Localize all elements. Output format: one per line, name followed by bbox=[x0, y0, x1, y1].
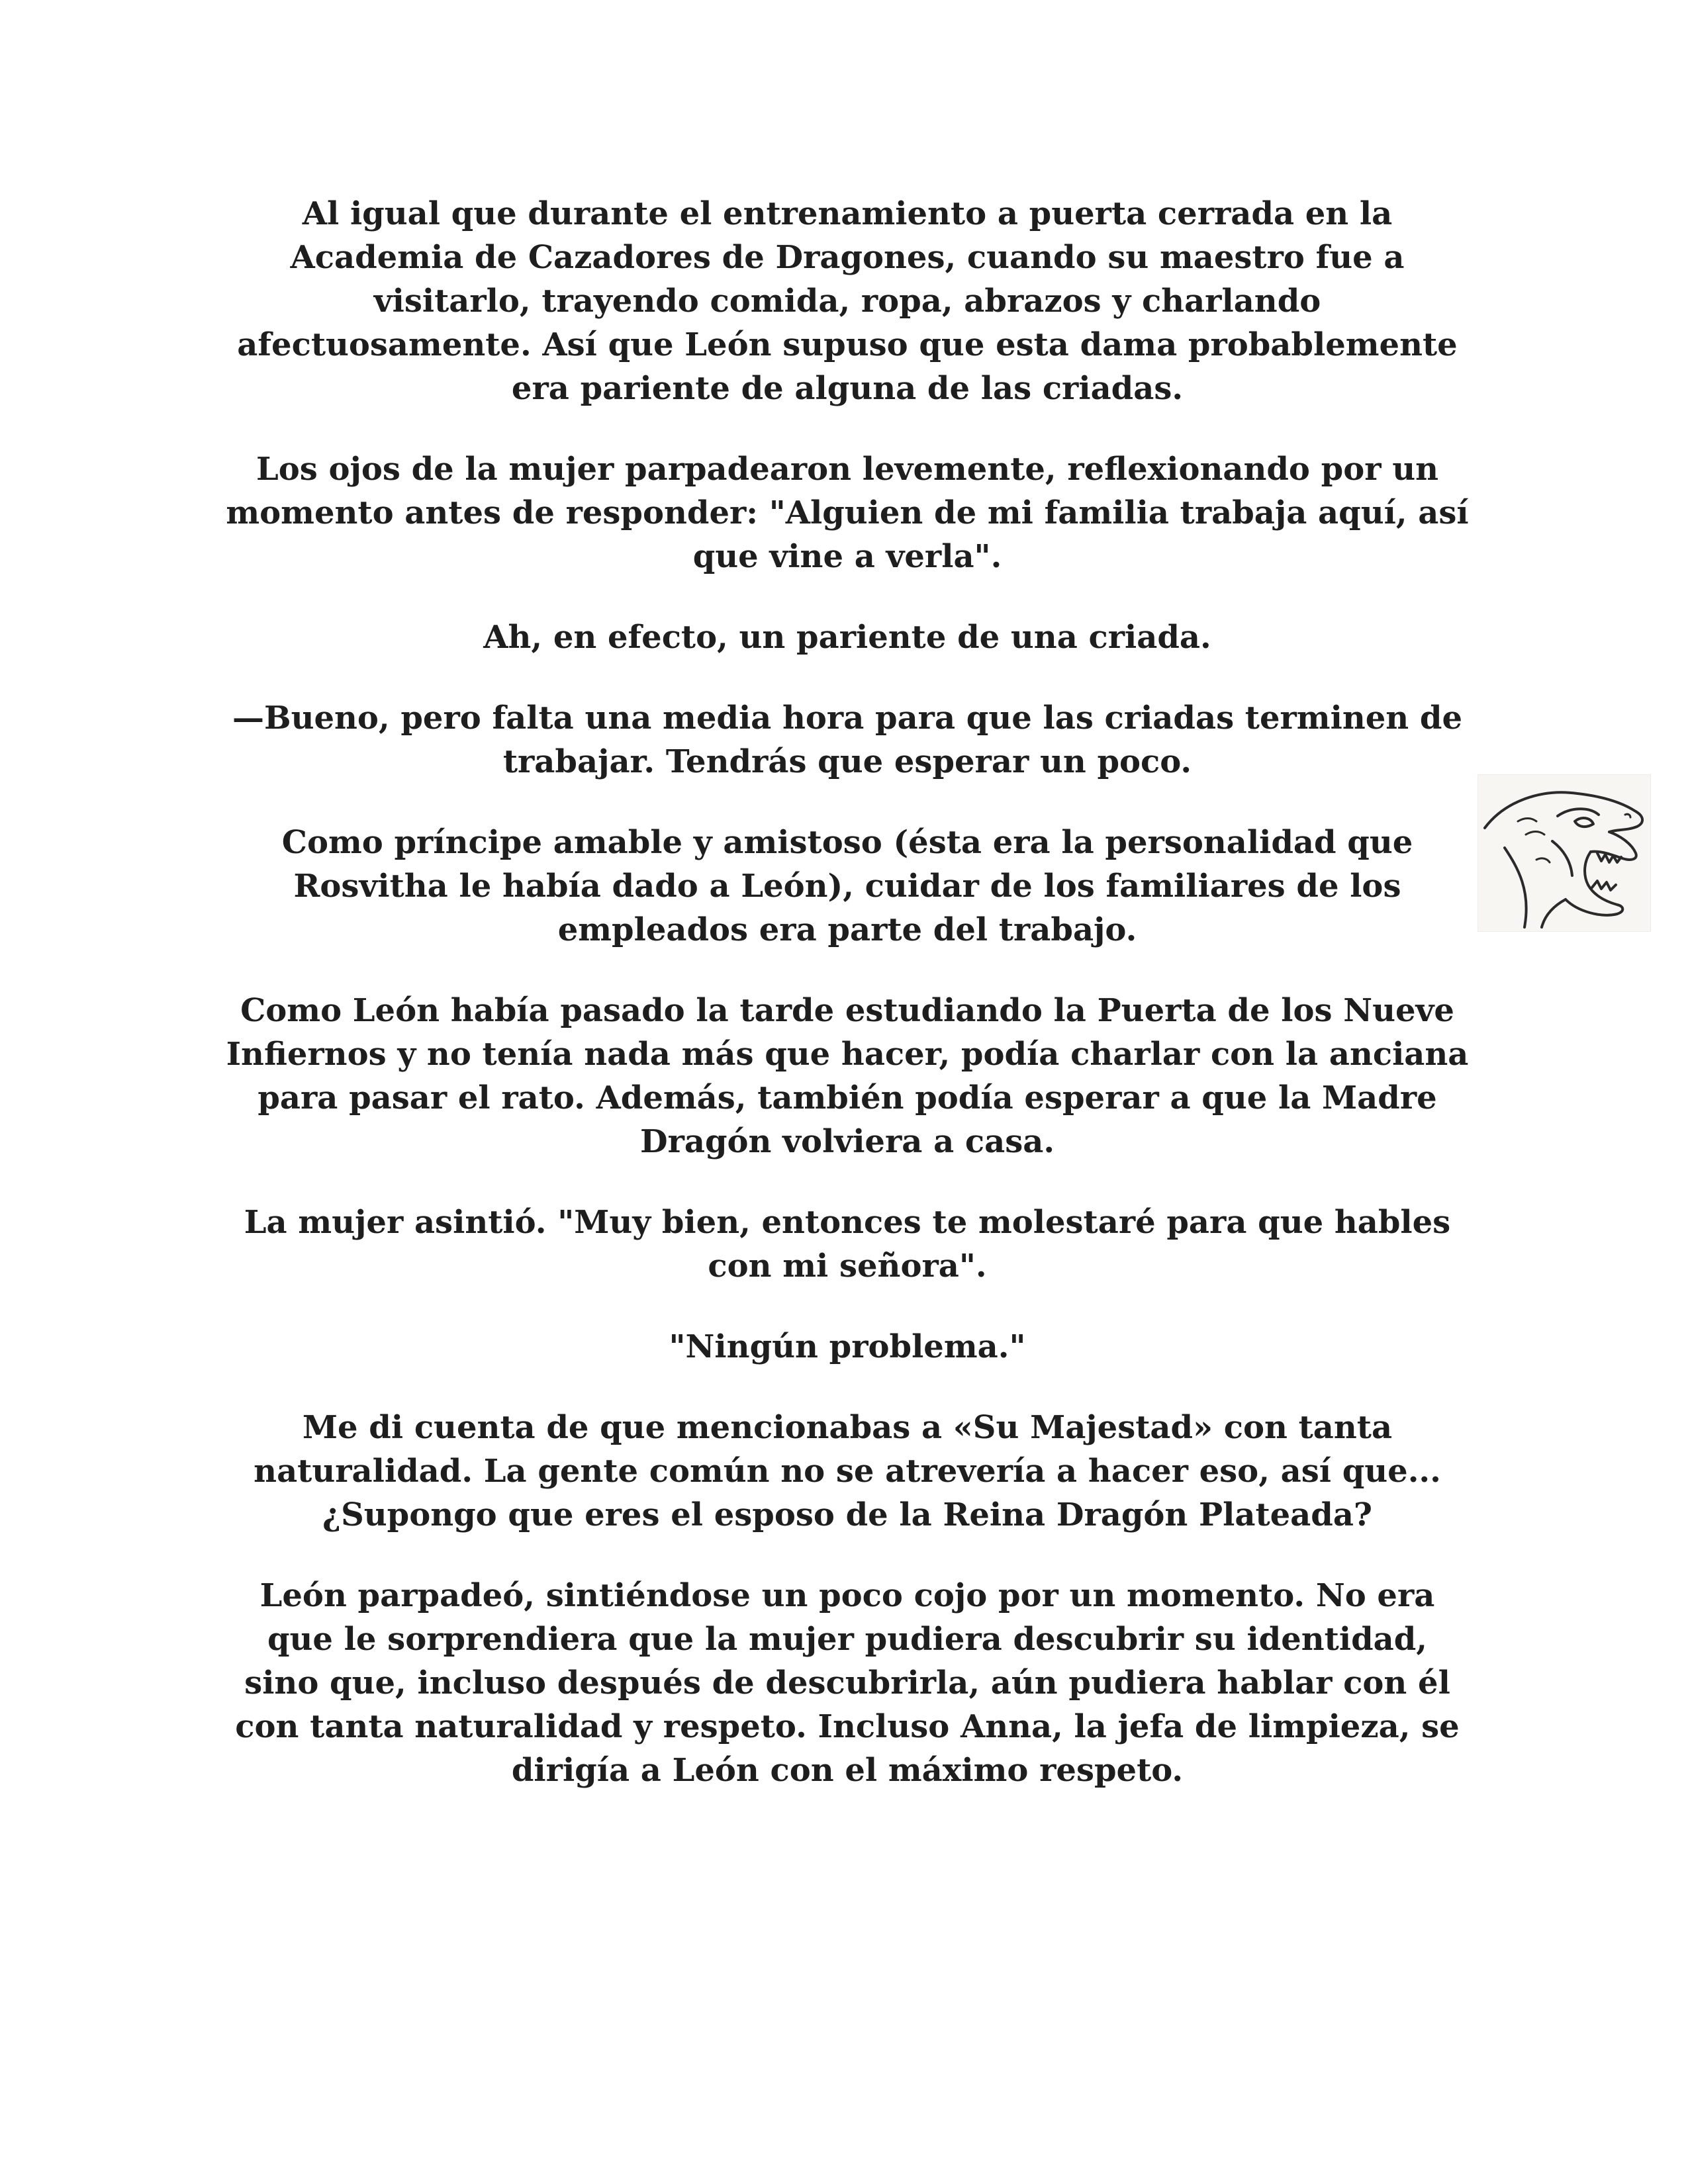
paragraph-4: —Bueno, pero falta una media hora para que las criadas terminen de trabajar. Tendrás que esperar un poco. bbox=[232, 700, 1462, 780]
paragraph-5: Como príncipe amable y amistoso (ésta era la personalidad que Rosvitha le había dado a León), cuidar de los familiares de los empleados era parte del trabajo. bbox=[281, 824, 1413, 948]
paragraph-3: Ah, en efecto, un pariente de una criada. bbox=[483, 619, 1211, 656]
paragraph-7: La mujer asintió. "Muy bien, entonces te molestaré para que hables con mi señora". bbox=[244, 1204, 1451, 1285]
paragraph-6: Como León había pasado la tarde estudiando la Puerta de los Nueve Infiernos y no tenía nada más que hacer, podía charlar con la anciana para pasar el rato. Además, también podía esperar a que la Madre Dragón volviera a casa. bbox=[226, 992, 1469, 1160]
dragon-head-sketch-icon bbox=[1477, 774, 1651, 932]
paragraph-1: Al igual que durante el entrenamiento a puerta cerrada en la Academia de Cazadores de Dragones, cuando su maestro fue a visitarlo, trayendo comida, ropa, abrazos y charlando afectuosamente. Así que León supuso que esta dama probablemente era pariente de alguna de las criadas. bbox=[237, 195, 1458, 407]
paragraph-8: "Ningún problema." bbox=[669, 1328, 1026, 1365]
paragraph-2: Los ojos de la mujer parpadearon levemente, reflexionando por un momento antes de responder: "Alguien de mi familia trabaja aquí, así que vine a verla". bbox=[226, 451, 1469, 575]
paragraph-9: Me di cuenta de que mencionabas a «Su Majestad» con tanta naturalidad. La gente común no se atrevería a hacer eso, así que... ¿Supongo que eres el esposo de la Reina Dragón Plateada? bbox=[254, 1409, 1441, 1533]
paragraph-10: León parpadeó, sintiéndose un poco cojo por un momento. No era que le sorprendiera que la mujer pudiera descubrir su identidad, sino que, incluso después de descubrirla, aún pudiera hablar con él con tanta naturalidad y respeto. Incluso Anna, la jefa de limpieza, se dirigía a León con el máximo respeto. bbox=[235, 1577, 1460, 1789]
body-text bbox=[225, 192, 1470, 1792]
